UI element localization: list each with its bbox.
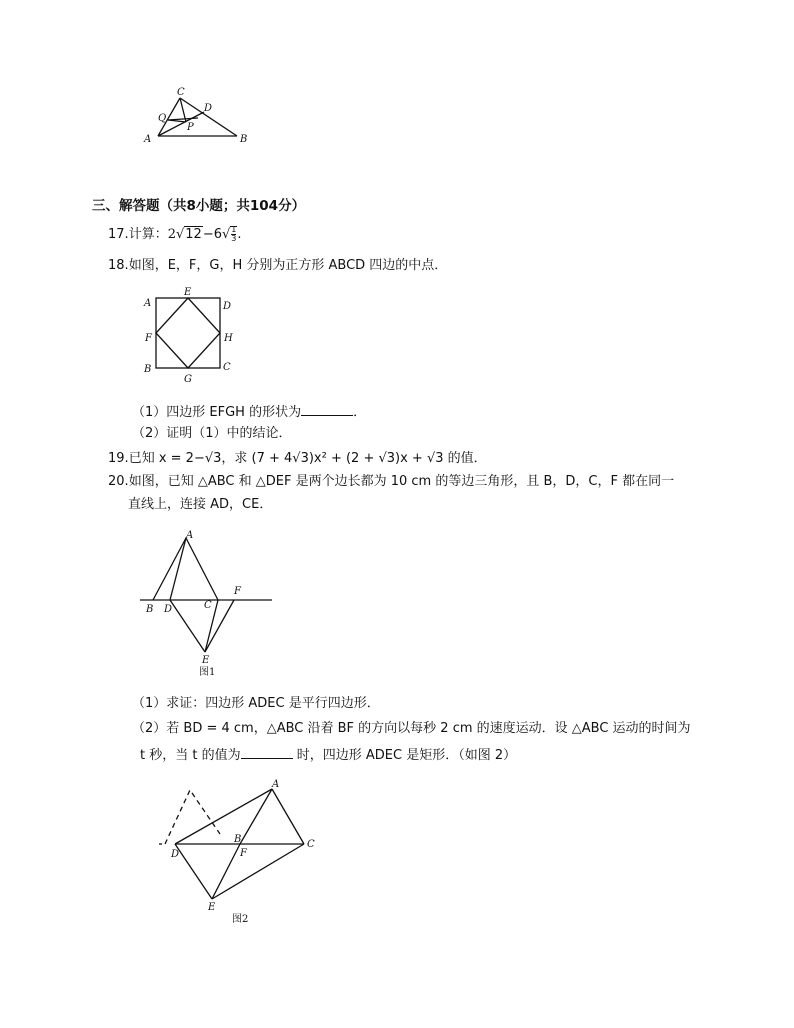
top-triangle-figure (140, 84, 260, 148)
label-E: E (202, 655, 210, 666)
q17-lead: 计算： (128, 227, 168, 242)
label-F: F (240, 848, 247, 859)
question-18 (108, 257, 447, 275)
q17-coef1: 2 (167, 227, 176, 242)
q17-number: 17. (108, 227, 129, 242)
label-A: A (272, 779, 280, 790)
q19-text: 已知 x = 2−√3，求 (7 + 4√3)x² + (2 + √3)x + √3 的值． (128, 451, 487, 466)
figure-2 (150, 776, 325, 928)
question-17: 17.计算：2√12−6√ $\frac{1}{3}$ . (108, 225, 242, 243)
label-F: F (145, 333, 152, 344)
q18-answer-blank (301, 402, 353, 416)
question-19 (108, 450, 487, 468)
label-C: C (307, 839, 315, 850)
q18-text: 如图，E，F，G，H 分别为正方形 ABCD 四边的中点． (128, 258, 448, 273)
label-B: B (240, 134, 248, 145)
label-B: B (146, 604, 154, 615)
label-A: A (186, 530, 194, 541)
label-D: D (164, 604, 173, 615)
square-figure (140, 286, 250, 386)
q18-number: 18. (108, 258, 129, 273)
q18-part2: （2）证明（1）中的结论． (132, 426, 292, 441)
label-D: D (204, 103, 213, 114)
label-E: E (184, 287, 192, 298)
q20-line2: 直线上，连接 AD，CE． (128, 497, 273, 512)
label-Q: Q (158, 113, 167, 124)
q20-part2-line1: （2）若 BD = 4 cm，△ABC 沿着 BF 的方向以每秒 2 cm 的速度运动．设 △ABC 运动的时间为 (132, 721, 691, 736)
q20-answer-blank (241, 745, 293, 759)
label-D: D (223, 301, 232, 312)
q17-tail: . (237, 227, 242, 242)
label-C: C (177, 87, 185, 98)
q18-part1: （1）四边形 EFGH 的形状为 ． (132, 402, 366, 422)
q17-radicand: 12 (185, 227, 202, 242)
q20-line1: 如图，已知 △ABC 和 △DEF 是两个边长都为 10 cm 的等边三角形，且 B，D，C，F 都在同一 (128, 474, 675, 489)
question-20 (108, 473, 674, 491)
q20-part1: （1）求证：四边形 ADEC 是平行四边形． (132, 696, 380, 711)
label-B: B (144, 364, 152, 375)
label-G: G (184, 374, 192, 385)
q17-minus: −6 (202, 227, 222, 242)
q20-number: 20. (108, 474, 129, 489)
label-B: B (234, 834, 242, 845)
label-A: A (144, 134, 152, 145)
label-D: D (171, 849, 180, 860)
label-F: F (234, 586, 241, 597)
figure-1 (136, 528, 281, 680)
label-H: H (224, 333, 233, 344)
q19-number: 19. (108, 451, 129, 466)
label-C: C (223, 362, 231, 373)
label-P: P (187, 122, 194, 133)
label-E: E (208, 902, 216, 913)
figure-1-caption: 图1 (199, 667, 216, 678)
section-title: 三、解答题（共8小题；共104分） (92, 198, 306, 214)
label-A: A (144, 298, 152, 309)
figure-2-caption: 图2 (232, 914, 249, 925)
q20-part2-line2: t 秒，当 t 的值为 时，四边形 ADEC 是矩形．（如图 2） (140, 745, 516, 765)
q17-fraction: $\frac{1}{3}$ (231, 225, 237, 243)
label-C: C (204, 600, 212, 611)
